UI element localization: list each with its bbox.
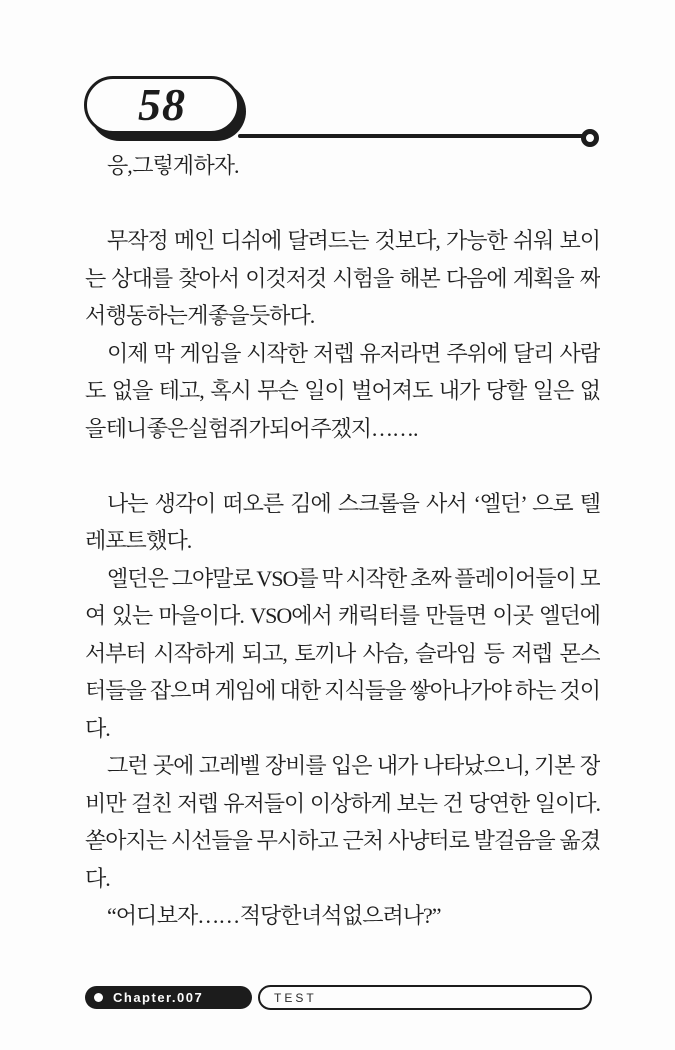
header-ring-icon (581, 129, 599, 147)
text-line: 엘던은 그야말로 VSO를 막 시작한 초짜 플레이어들이 모 (107, 565, 600, 591)
blank-line (85, 447, 600, 485)
text-line: 레포트 했다. (85, 528, 192, 553)
text-line: 서부터 시작하게 되고, 토끼나 사슴, 슬라임 등 저렙 몬스 (85, 640, 600, 666)
text-line: 도 없을 테고, 혹시 무슨 일이 벌어져도 내가 당할 일은 없 (85, 378, 600, 403)
text-line: 나는 생각이 떠오른 김에 스크롤을 사서 ‘엘던’ 으로 텔 (107, 490, 600, 516)
text-line: 쏟아지는 시선들을 무시하고 근처 사냥터로 발걸음을 옮겼 (85, 828, 600, 853)
footer-title-box (258, 985, 592, 1010)
body-text (85, 147, 600, 935)
chapter-label: Chapter.007 (113, 990, 204, 1005)
bullet-dot-icon (94, 993, 103, 1002)
text-line: 비만 걸친 저렙 유저들이 이상하게 보는 건 당연한 일이다. (85, 790, 600, 816)
text-line: 응, 그렇게 하자. (107, 153, 239, 178)
chapter-badge (85, 986, 252, 1009)
text-line: 다. (85, 865, 110, 891)
page-number-pill (84, 76, 240, 134)
text-line: “어디 보자…… 적당한 녀석 없으려나?” (107, 903, 441, 928)
blank-line (85, 185, 600, 223)
text-line: 다. (85, 715, 110, 741)
text-line: 터들을 잡으며 게임에 대한 지식들을 쌓아나가야 하는 것이 (85, 678, 600, 703)
header-rule-line (238, 134, 584, 138)
text-line: 서 행동하는 게 좋을 듯하다. (85, 303, 315, 328)
text-line: 는 상대를 찾아서 이것저것 시험을 해본 다음에 계획을 짜 (85, 265, 600, 291)
text-line: 그런 곳에 고레벨 장비를 입은 내가 나타났으니, 기본 장 (107, 753, 600, 778)
text-line: 무작정 메인 디쉬에 달려드는 것보다, 가능한 쉬워 보이 (107, 228, 600, 253)
text-line: 여 있는 마을이다. VSO에서 캐릭터를 만들면 이곳 엘던에 (85, 603, 600, 628)
text-line: 을 테니 좋은 실험쥐가 되어 주겠지……. (85, 415, 418, 441)
text-line: 이제 막 게임을 시작한 저렙 유저라면 주위에 달리 사람 (107, 340, 600, 366)
footer-title-label: TEST (274, 990, 317, 1005)
page-number: 58 (138, 78, 186, 130)
